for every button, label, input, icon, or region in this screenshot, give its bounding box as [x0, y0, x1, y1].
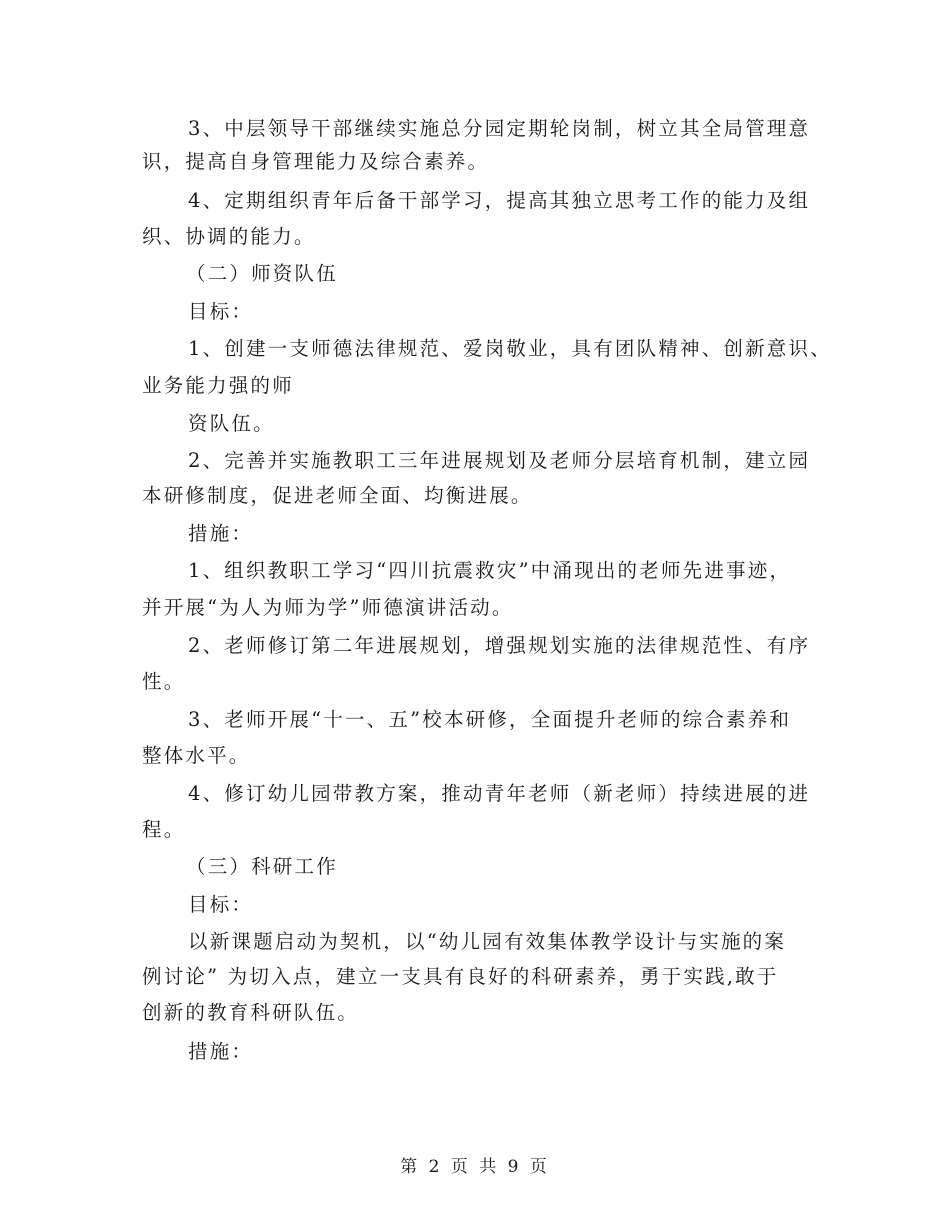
paragraph-line: 3、老师开展“十一、五”校本研修，全面提升老师的综合素养和: [188, 708, 792, 731]
paragraph-line: 4、修订幼儿园带教方案，推动青年老师（新老师）持续进展的进: [188, 782, 811, 805]
paragraph-line: 整体水平。: [142, 744, 251, 767]
subheading: 措施：: [188, 522, 254, 545]
paragraph-line: 1、组织教职工学习“四川抗震救灾”中涌现出的老师先进事迹，: [188, 559, 792, 582]
paragraph-line: 织、协调的能力。: [142, 225, 316, 248]
paragraph-line: 性。: [142, 670, 186, 693]
section-heading: （三）科研工作: [186, 855, 338, 878]
paragraph-line: 4、定期组织青年后备干部学习，提高其独立思考工作的能力及组: [188, 189, 811, 212]
section-heading: （二）师资队伍: [186, 262, 338, 285]
page-number-footer: 第 2 页 共 9 页: [400, 1157, 550, 1177]
subheading: 措施：: [188, 1040, 254, 1063]
paragraph-line: 业务能力强的师: [142, 374, 294, 397]
paragraph-line: 2、完善并实施教职工三年进展规划及老师分层培育机制，建立园: [188, 449, 811, 472]
paragraph-line: 以新课题启动为契机，以“幼儿园有效集体教学设计与实施的案: [188, 930, 787, 953]
subheading: 目标：: [188, 300, 254, 323]
paragraph-line: 2、老师修订第二年进展规划，增强规划实施的法律规范性、有序: [188, 634, 811, 657]
subheading: 目标：: [188, 893, 254, 916]
paragraph-line: 资队伍。: [188, 412, 275, 435]
paragraph-line: 并开展“为人为师为学”师德演讲活动。: [142, 596, 514, 619]
paragraph-line: 1、创建一支师德法律规范、爱岗敬业，具有团队精神、创新意识、: [188, 337, 832, 360]
paragraph-line: 程。: [142, 818, 186, 841]
paragraph-line: 3、中层领导干部继续实施总分园定期轮岗制，树立其全局管理意: [188, 117, 811, 140]
paragraph-line: 创新的教育科研队伍。: [142, 1001, 360, 1024]
paragraph-line: 例讨论” 为切入点，建立一支具有良好的科研素养，勇于实践,敢于: [142, 965, 779, 988]
paragraph-line: 本研修制度，促进老师全面、均衡进展。: [142, 484, 533, 507]
paragraph-line: 识，提高自身管理能力及综合素养。: [142, 150, 490, 173]
